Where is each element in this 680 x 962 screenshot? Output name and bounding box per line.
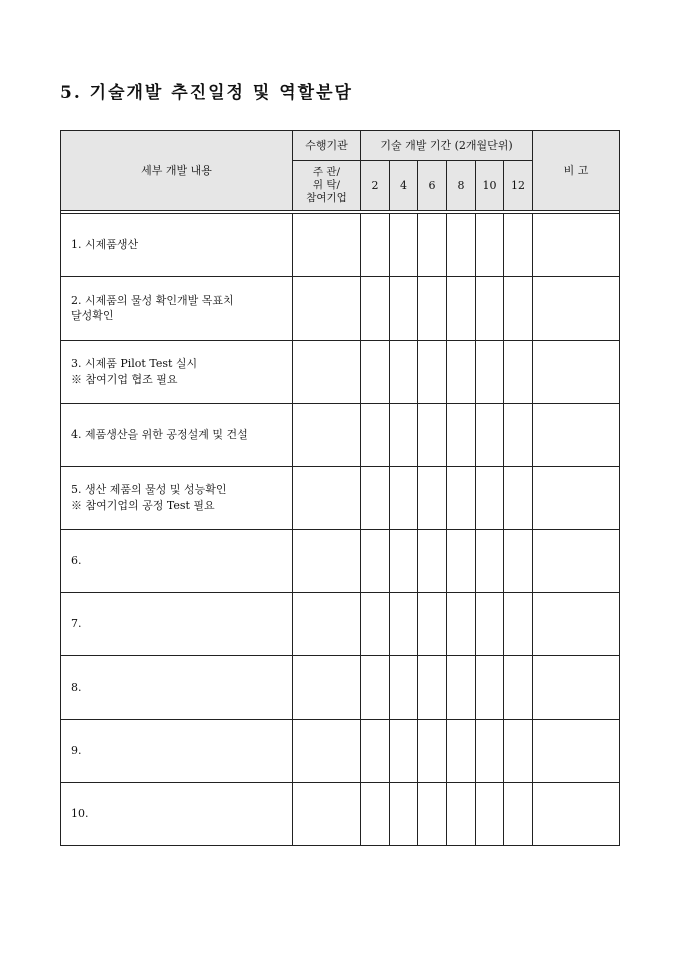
note-cell[interactable] — [533, 466, 620, 529]
month-cell[interactable] — [418, 277, 447, 340]
month-cell[interactable] — [361, 530, 390, 593]
month-cell[interactable] — [361, 340, 390, 403]
header-note: 비 고 — [533, 131, 620, 211]
month-cell[interactable] — [504, 719, 533, 782]
task-description: 3. 시제품 Pilot Test 실시 ※ 참여기업 협조 필요 — [61, 340, 293, 403]
note-cell[interactable] — [533, 782, 620, 845]
note-cell[interactable] — [533, 530, 620, 593]
month-cell[interactable] — [476, 593, 504, 656]
table-row — [61, 656, 620, 719]
month-cell[interactable] — [447, 719, 476, 782]
org-cell[interactable] — [293, 782, 361, 845]
org-cell[interactable] — [293, 530, 361, 593]
month-cell[interactable] — [504, 340, 533, 403]
task-description: 1. 시제품생산 — [61, 214, 293, 277]
task-description: 6. — [61, 530, 293, 593]
month-cell[interactable] — [390, 593, 418, 656]
month-cell[interactable] — [361, 656, 390, 719]
header-org-sub: 주 관/ 위 탁/ 참여기업 — [293, 161, 361, 211]
month-cell[interactable] — [476, 277, 504, 340]
month-cell[interactable] — [418, 593, 447, 656]
month-cell[interactable] — [418, 214, 447, 277]
month-cell[interactable] — [361, 782, 390, 845]
month-cell[interactable] — [447, 340, 476, 403]
month-cell[interactable] — [390, 277, 418, 340]
month-cell[interactable] — [390, 403, 418, 466]
month-cell[interactable] — [476, 403, 504, 466]
month-cell[interactable] — [447, 277, 476, 340]
month-cell[interactable] — [390, 656, 418, 719]
month-header: 12 — [504, 161, 533, 211]
month-cell[interactable] — [504, 782, 533, 845]
month-header: 4 — [390, 161, 418, 211]
month-cell[interactable] — [476, 214, 504, 277]
month-cell[interactable] — [361, 403, 390, 466]
month-cell[interactable] — [390, 466, 418, 529]
task-description: 4. 제품생산을 위한 공정설계 및 건설 — [61, 403, 293, 466]
table-row — [61, 782, 620, 845]
note-cell[interactable] — [533, 593, 620, 656]
month-cell[interactable] — [390, 782, 418, 845]
month-cell[interactable] — [361, 593, 390, 656]
month-header: 10 — [476, 161, 504, 211]
month-cell[interactable] — [476, 530, 504, 593]
table-row — [61, 340, 620, 403]
month-cell[interactable] — [418, 530, 447, 593]
month-cell[interactable] — [447, 466, 476, 529]
month-cell[interactable] — [390, 214, 418, 277]
month-cell[interactable] — [447, 782, 476, 845]
month-cell[interactable] — [476, 656, 504, 719]
month-cell[interactable] — [418, 466, 447, 529]
task-description: 7. — [61, 593, 293, 656]
month-cell[interactable] — [361, 214, 390, 277]
org-cell[interactable] — [293, 593, 361, 656]
month-cell[interactable] — [447, 656, 476, 719]
table-row — [61, 214, 620, 277]
note-cell[interactable] — [533, 719, 620, 782]
month-cell[interactable] — [476, 719, 504, 782]
org-cell[interactable] — [293, 340, 361, 403]
table-row — [61, 593, 620, 656]
note-cell[interactable] — [533, 403, 620, 466]
note-cell[interactable] — [533, 340, 620, 403]
month-header: 8 — [447, 161, 476, 211]
month-cell[interactable] — [418, 656, 447, 719]
org-cell[interactable] — [293, 277, 361, 340]
org-cell[interactable] — [293, 656, 361, 719]
month-cell[interactable] — [476, 340, 504, 403]
month-cell[interactable] — [504, 277, 533, 340]
month-cell[interactable] — [390, 719, 418, 782]
task-description: 2. 시제품의 물성 확인개발 목표치 달성확인 — [61, 277, 293, 340]
month-cell[interactable] — [418, 719, 447, 782]
task-description: 10. — [61, 782, 293, 845]
task-description: 9. — [61, 719, 293, 782]
month-cell[interactable] — [361, 277, 390, 340]
schedule-table — [60, 130, 620, 846]
month-cell[interactable] — [504, 403, 533, 466]
note-cell[interactable] — [533, 656, 620, 719]
month-cell[interactable] — [504, 593, 533, 656]
header-period: 기술 개발 기간 (2개월단위) — [361, 131, 533, 161]
task-description: 8. — [61, 656, 293, 719]
month-cell[interactable] — [476, 466, 504, 529]
table-row — [61, 277, 620, 340]
month-cell[interactable] — [447, 593, 476, 656]
month-cell[interactable] — [504, 214, 533, 277]
month-cell[interactable] — [390, 530, 418, 593]
month-cell[interactable] — [361, 719, 390, 782]
table-row — [61, 530, 620, 593]
task-description: 5. 생산 제품의 물성 및 성능확인 ※ 참여기업의 공정 Test 필요 — [61, 466, 293, 529]
month-cell[interactable] — [447, 403, 476, 466]
note-cell[interactable] — [533, 214, 620, 277]
month-cell[interactable] — [390, 340, 418, 403]
org-cell[interactable] — [293, 214, 361, 277]
table-row — [61, 719, 620, 782]
table-row — [61, 403, 620, 466]
month-cell[interactable] — [418, 340, 447, 403]
header-org: 수행기관 — [293, 131, 361, 161]
month-cell[interactable] — [504, 466, 533, 529]
month-header: 2 — [361, 161, 390, 211]
header-detail: 세부 개발 내용 — [61, 131, 293, 211]
month-cell[interactable] — [447, 214, 476, 277]
section-title: 5. 기술개발 추진일정 및 역할분담 — [60, 83, 353, 103]
month-cell[interactable] — [418, 782, 447, 845]
month-cell[interactable] — [504, 656, 533, 719]
month-cell[interactable] — [361, 466, 390, 529]
month-cell[interactable] — [476, 782, 504, 845]
month-cell[interactable] — [418, 403, 447, 466]
month-cell[interactable] — [504, 530, 533, 593]
org-cell[interactable] — [293, 466, 361, 529]
month-header: 6 — [418, 161, 447, 211]
note-cell[interactable] — [533, 277, 620, 340]
org-cell[interactable] — [293, 403, 361, 466]
table-row — [61, 466, 620, 529]
month-cell[interactable] — [447, 530, 476, 593]
org-cell[interactable] — [293, 719, 361, 782]
